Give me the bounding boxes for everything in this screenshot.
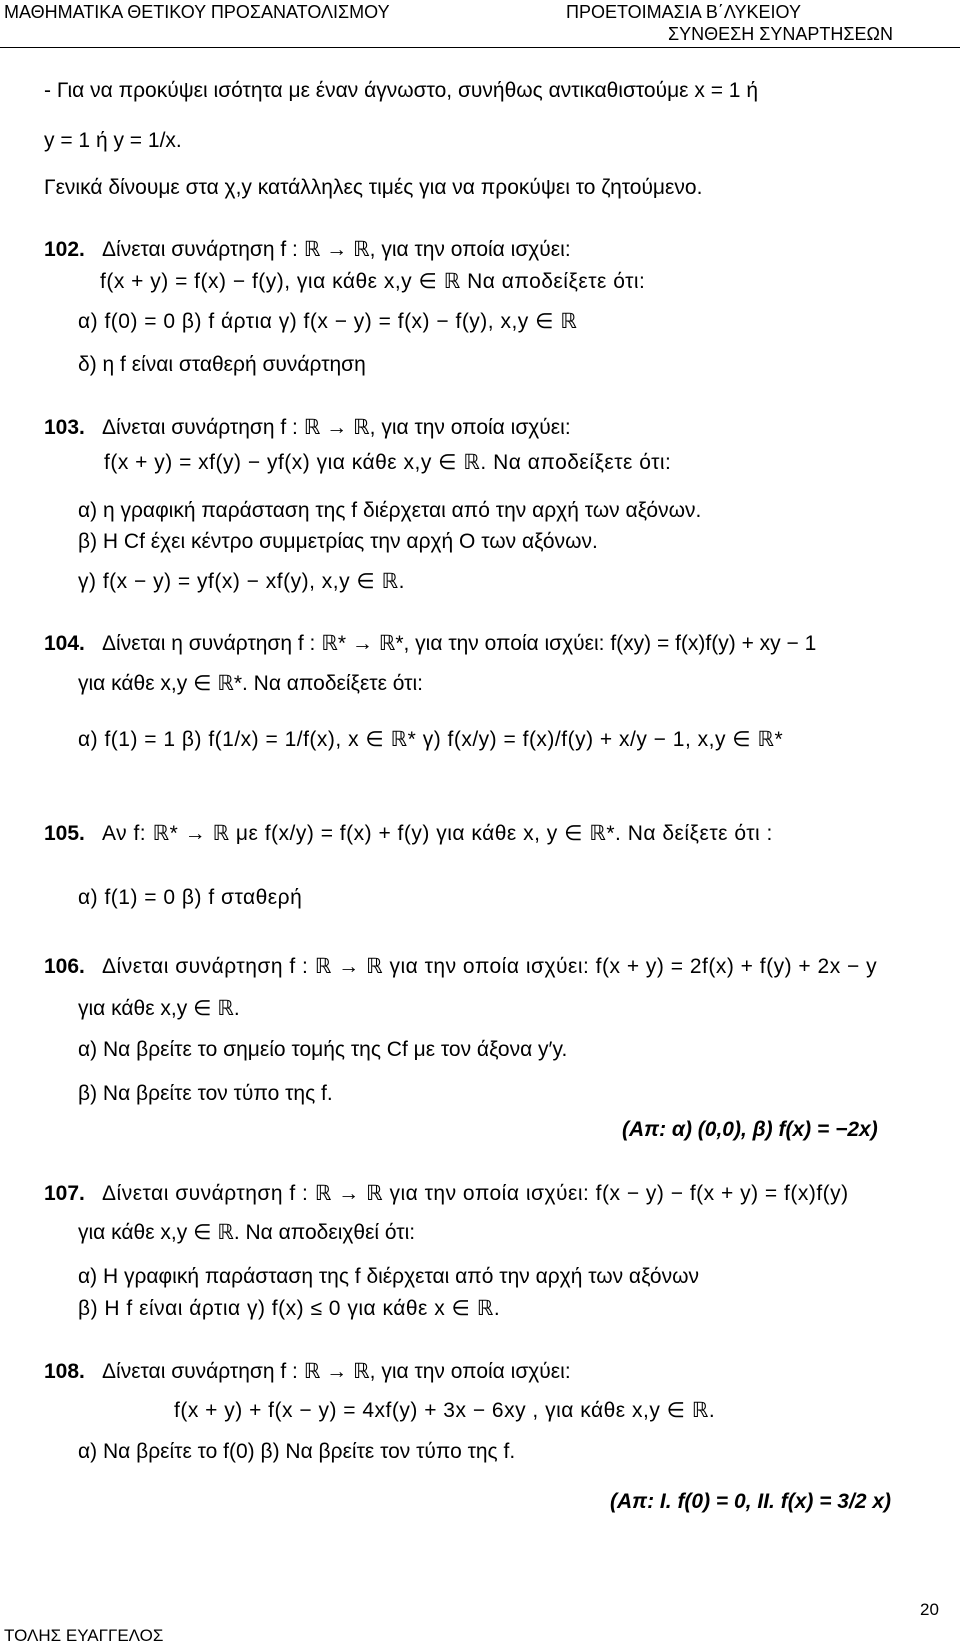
exercise-text: Δίνεται η συνάρτηση f : ℝ* → ℝ*, για την οποία ισχύει: f(xy) = f(x)f(y) + xy − 1	[102, 632, 817, 655]
exercise-text: f(x + y) = xf(y) − yf(x) για κάθε x,y ∈ ℝ. Να αποδείξετε ότι:	[104, 451, 672, 474]
exercise-number: 102.	[44, 238, 85, 261]
exercise-text: Δίνεται συνάρτηση f : ℝ → ℝ, για την οποία ισχύει:	[102, 238, 571, 261]
exercise-text: α) Να βρείτε το f(0) β) Να βρείτε τον τύπο της f.	[78, 1440, 516, 1463]
exercise-text: γ) f(x − y) = yf(x) − xf(y), x,y ∈ ℝ.	[78, 570, 406, 593]
exercise-text: για κάθε x,y ∈ ℝ.	[78, 997, 240, 1020]
exercise-text: α) f(1) = 0 β) f σταθερή	[78, 886, 303, 909]
exercise-text: α) η γραφική παράσταση της f διέρχεται από την αρχή των αξόνων.	[78, 499, 702, 522]
exercise-text: β) Η f είναι άρτια γ) f(x) ≤ 0 για κάθε x ∈ ℝ.	[78, 1297, 501, 1320]
header-left: ΜΑΘΗΜΑΤΙΚΑ ΘΕΤΙΚΟΥ ΠΡΟΣΑΝΑΤΟΛΙΣΜΟΥ	[4, 2, 390, 22]
exercise-text: α) f(1) = 1 β) f(1/x) = 1/f(x), x ∈ ℝ* γ) f(x/y) = f(x)/f(y) + x/y − 1, x,y ∈ ℝ*	[78, 728, 784, 751]
exercise-answer: (Απ: α) (0,0), β) f(x) = −2x)	[622, 1118, 878, 1141]
exercise-number: 106.	[44, 955, 85, 978]
exercise-text: δ) η f είναι σταθερή συνάρτηση	[78, 353, 366, 376]
exercise-text: Αν f: ℝ* → ℝ με f(x/y) = f(x) + f(y) για κάθε x, y ∈ ℝ*. Να δείξετε ότι :	[102, 822, 773, 845]
exercise-number: 104.	[44, 632, 85, 655]
exercise-text: Δίνεται συνάρτηση f : ℝ → ℝ, για την οποία ισχύει:	[102, 416, 571, 439]
exercise-text: f(x + y) = f(x) − f(y), για κάθε x,y ∈ ℝ Να αποδείξετε ότι:	[100, 270, 646, 293]
header-right-1: ΠΡΟΕΤΟΙΜΑΣΙΑ Β΄ΛΥΚΕΙΟΥ	[566, 2, 801, 22]
exercise-text: Δίνεται συνάρτηση f : ℝ → ℝ για την οποία ισχύει: f(x − y) − f(x + y) = f(x)f(y)	[102, 1182, 849, 1205]
exercise-text: Δίνεται συνάρτηση f : ℝ → ℝ, για την οποία ισχύει:	[102, 1360, 571, 1383]
header-divider	[0, 47, 960, 48]
exercise-text: α) Να βρείτε το σημείο τομής της Cf με τον άξονα y′y.	[78, 1038, 568, 1061]
exercise-text: α) f(0) = 0 β) f άρτια γ) f(x − y) = f(x) − f(y), x,y ∈ ℝ	[78, 310, 578, 333]
exercise-number: 108.	[44, 1360, 85, 1383]
exercise-number: 105.	[44, 822, 85, 845]
exercise-answer: (Απ: Ι. f(0) = 0, ΙΙ. f(x) = 3/2 x)	[610, 1490, 892, 1513]
exercise-text: f(x + y) + f(x − y) = 4xf(y) + 3x − 6xy , για κάθε x,y ∈ ℝ.	[174, 1399, 716, 1422]
exercise-text: α) Η γραφική παράσταση της f διέρχεται από την αρχή των αξόνων	[78, 1265, 699, 1288]
exercise-text: για κάθε x,y ∈ ℝ*. Να αποδείξετε ότι:	[78, 672, 423, 695]
header-right-2: ΣΥΝΘΕΣΗ ΣΥΝΑΡΤΗΣΕΩΝ	[668, 24, 893, 44]
exercise-text: β) Η Cf έχει κέντρο συμμετρίας την αρχή Ο των αξόνων.	[78, 530, 598, 553]
page-number: 20	[920, 1600, 939, 1619]
intro-line-1: - Για να προκύψει ισότητα με έναν άγνωστο, συνήθως αντικαθιστούμε x = 1 ή	[44, 79, 758, 102]
footer-author: ΤΟΛΗΣ ΕΥΑΓΓΕΛΟΣ	[4, 1626, 164, 1645]
exercise-text: για κάθε x,y ∈ ℝ. Να αποδειχθεί ότι:	[78, 1221, 416, 1244]
exercise-number: 103.	[44, 416, 85, 439]
exercise-text: β) Να βρείτε τον τύπο της f.	[78, 1082, 333, 1105]
exercise-text: Δίνεται συνάρτηση f : ℝ → ℝ για την οποία ισχύει: f(x + y) = 2f(x) + f(y) + 2x − y	[102, 955, 878, 978]
intro-line-3: Γενικά δίνουμε στα χ,y κατάλληλες τιμές για να προκύψει το ζητούμενο.	[44, 176, 703, 199]
intro-line-2: y = 1 ή y = 1/x.	[44, 129, 182, 152]
exercise-number: 107.	[44, 1182, 85, 1205]
